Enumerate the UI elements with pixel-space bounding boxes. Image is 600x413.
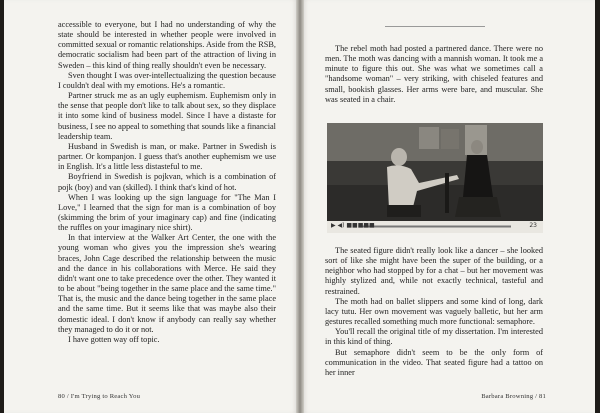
paragraph: accessible to everyone, but I had no understanding of why the state should be interested in whether people were involved in committed sexual or romantic relationships. Aside from the RSB, democratic socialism had been part of the attraction of living in Sweden – this kind of thing really shouldn't even be necessary. bbox=[58, 20, 276, 70]
paragraph: The moth had on ballet slippers and some kind of long, dark lacy tutu. Her own movement was vaguely balletic, but her arm gestures recalled something much more functional: semaphore. bbox=[325, 296, 543, 327]
right-page-body-top bbox=[325, 44, 543, 105]
right-folio: Barbara Browning / 81 bbox=[481, 393, 546, 400]
paragraph: Partner struck me as an ugly euphemism. Euphemism only in the sense that people don't like to talk about sex, so they displace it into some kind of business model. Since I have a distaste for business, I see no appeal to something that sounds like a financial leadership team. bbox=[58, 91, 276, 141]
left-page bbox=[0, 0, 299, 413]
left-page-body bbox=[58, 20, 276, 345]
paragraph: In that interview at the Walker Art Center, the one with the young woman who gives you the impression she's wearing braces, John Cage described the relationship between the music and the dance in his collaborations with Merce. He said they didn't want one to take precedence over the other. They wanted it to be about "being together in the same place and the same time." That is, the music and the dance being together in the same place and the same time. But it seems like that was maybe also their domestic ideal. I don't know if anybody can really say whether they managed to do it or not. bbox=[58, 233, 276, 334]
paragraph: Sven thought I was over-intellectualizing the question because I couldn't deal with my emotions. He's a romantic. bbox=[58, 70, 276, 90]
right-page-body-bottom bbox=[325, 246, 543, 378]
paragraph: The seated figure didn't really look like a dancer – she looked sort of like she might have been the super of the building, or a neighbor who had stopped by for a chat – but her movement was highly stylized and, while not exactly technical, tasteful and restrained. bbox=[325, 246, 543, 296]
paragraph: When I was looking up the sign language for "The Man I Love," I learned that the sign for man is a combination of boy (skimming the brim of your imaginary cap) and fine (indicating the ruffles on your imaginary nice shirt). bbox=[58, 192, 276, 233]
video-still-image bbox=[327, 123, 543, 233]
paragraph: You'll recall the original title of my dissertation. I'm interested in this kind of thing. bbox=[325, 327, 543, 347]
video-time-label: 23 bbox=[529, 222, 537, 229]
video-controls-label: ▶ ◀) ■■■■■ bbox=[331, 222, 375, 229]
video-still-photo bbox=[327, 123, 543, 233]
page-edge-left bbox=[0, 0, 4, 413]
paragraph: The rebel moth had posted a partnered dance. There were no men. The moth was dancing with a mannish woman. It took me a minute to figure this out. She was what we sometimes call a "handsome woman" – very striking, with chiseled features and small, bookish glasses. Her arms were bare, and muscular. She was seated in a chair. bbox=[325, 44, 543, 104]
paragraph: But semaphore didn't seem to be the only form of communication in the video. That seated figure had a tattoo on her inner bbox=[325, 347, 543, 377]
book-gutter bbox=[296, 0, 304, 413]
paragraph: Boyfriend in Swedish is pojkvan, which is a combination of pojk (boy) and van (skilled). I think that's kind of hot. bbox=[58, 172, 276, 192]
chapter-rule bbox=[385, 26, 485, 27]
paragraph: I have gotten way off topic. bbox=[68, 334, 160, 344]
right-page bbox=[301, 0, 600, 413]
page-edge-right bbox=[595, 0, 600, 413]
paragraph: Husband in Swedish is man, or make. Partner in Swedish is partner. Or kompanjon. I guess that's another euphemism we use in English. It's a little less distasteful to me. bbox=[58, 141, 276, 172]
left-folio: 80 / I'm Trying to Reach You bbox=[58, 393, 141, 400]
